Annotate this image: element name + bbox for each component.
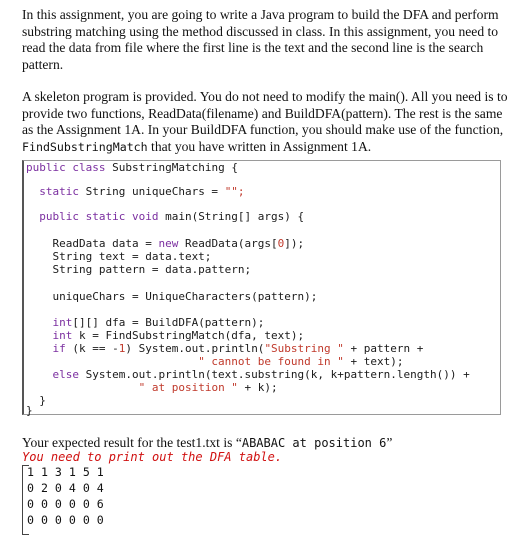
code-line: } xyxy=(26,394,46,407)
intro-paragraph: In this assignment, you are going to write a Java program to build the DFA and perform substring matching using the method discussed in class. In this assignment, you need to read the data from file where the first line is the text and the second line is the search pattern. xyxy=(22,7,499,72)
code-line: ReadData data = new ReadData(args[0]); xyxy=(26,237,305,250)
skeleton-text: A skeleton program is provided. You do not need to modify the main(). All you need is to provide two functions, ReadData(filename) and BuildDFA(pattern). The rest is the same as the Assignment 1A. In your BuildDFA function, you should make use of the function, xyxy=(22,89,508,137)
skeleton-paragraph xyxy=(22,89,508,155)
code-line: " at position " + k); xyxy=(138,381,278,394)
expected-result: Your expected result for the test1.txt is “ABABAC at position 6” xyxy=(22,435,393,450)
code-line: int k = FindSubstringMatch(dfa, text); xyxy=(26,329,305,342)
expected-output-code: ABABAC at position 6 xyxy=(241,436,387,450)
code-line: public static void main(String[] args) { xyxy=(26,210,305,223)
function-name-code: FindSubstringMatch xyxy=(22,139,148,154)
code-line: int[][] dfa = BuildDFA(pattern); xyxy=(26,316,265,329)
dfa-table-row: 1 1 3 1 5 1 xyxy=(27,465,104,479)
code-line: if (k == -1) System.out.println("Substring " + pattern + xyxy=(26,342,424,355)
code-line: uniqueChars = UniqueCharacters(pattern); xyxy=(26,290,318,303)
code-line: } xyxy=(26,404,33,417)
code-line: " cannot be found in " + text); xyxy=(198,355,404,368)
code-line: static String uniqueChars = ""; xyxy=(26,185,245,198)
dfa-table-row: 0 2 0 4 0 4 xyxy=(27,481,104,495)
dfa-table-row: 0 0 0 0 0 0 xyxy=(27,513,104,527)
code-line: else System.out.println(text.substring(k, k+pattern.length()) + xyxy=(26,368,470,381)
code-line: String pattern = data.pattern; xyxy=(26,263,252,276)
dfa-instruction-note: You need to print out the DFA table. xyxy=(22,450,283,464)
code-line: public class SubstringMatching { xyxy=(26,161,238,174)
skeleton-tail: that you have written in Assignment 1A. xyxy=(147,138,372,154)
dfa-table-row: 0 0 0 0 0 6 xyxy=(27,497,104,511)
code-line: String text = data.text; xyxy=(26,250,212,263)
